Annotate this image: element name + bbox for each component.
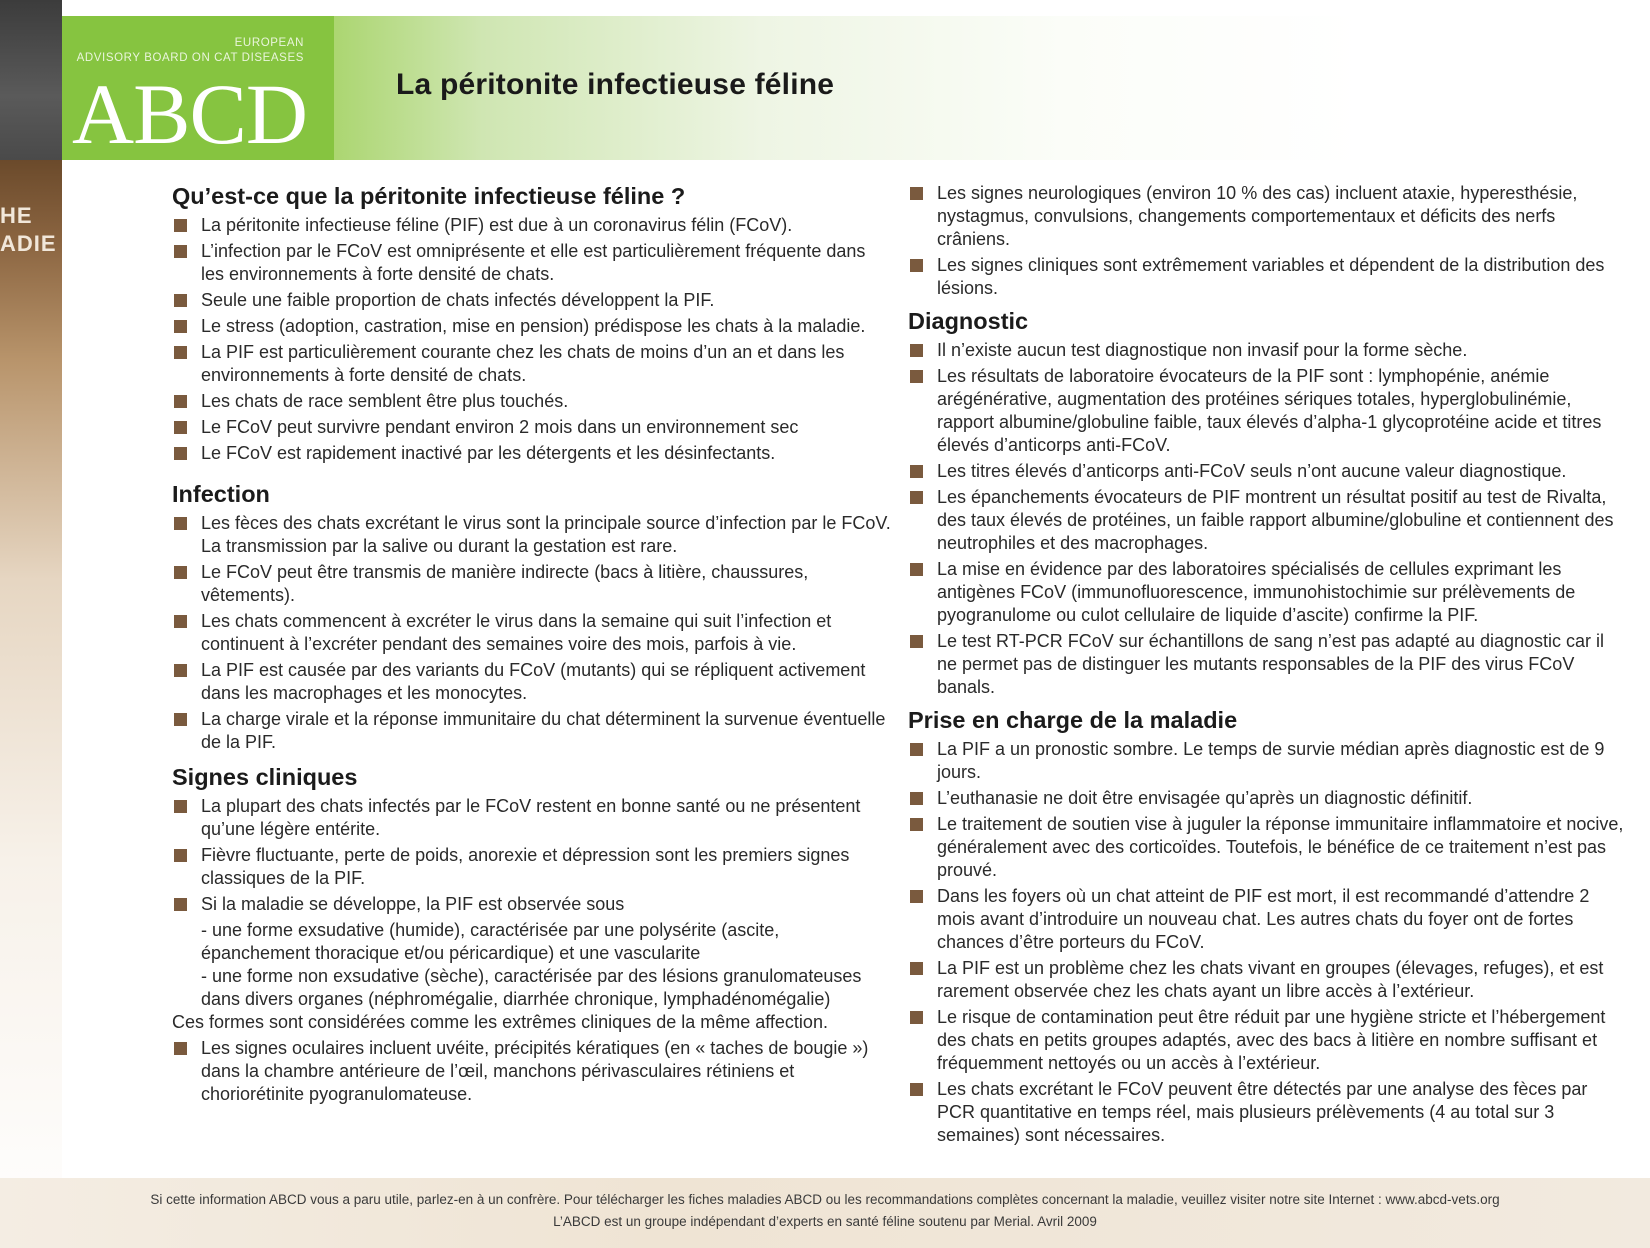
list-item: La plupart des chats infectés par le FCoV restent en bonne santé ou ne présentent qu’une légère entérite. bbox=[172, 795, 892, 841]
edge-photo-strip bbox=[0, 0, 62, 160]
list-item: Le traitement de soutien vise à juguler la réponse immunitaire inflammatoire et nocive, généralement avec des corticoïdes. Toutefois, le bénéfice de ce traitement n’est pas prouvé. bbox=[908, 813, 1628, 882]
signs-note: Ces formes sont considérées comme les extrêmes cliniques de la même affection. bbox=[172, 1012, 828, 1032]
list-item: Les épanchements évocateurs de PIF montrent un résultat positif au test de Rivalta, des taux élevés de protéines, un faible rapport albumine/globuline et contiennent des neutrophiles et des macrophages. bbox=[908, 486, 1628, 555]
list-item: La péritonite infectieuse féline (PIF) est due à un coronavirus félin (FCoV). bbox=[172, 214, 892, 237]
signs-list-ocular bbox=[172, 1037, 892, 1106]
list-item: L’euthanasie ne doit être envisagée qu’après un diagnostic définitif. bbox=[908, 787, 1628, 810]
section-heading-what: Qu’est-ce que la péritonite infectieuse féline ? bbox=[172, 183, 686, 209]
management-list bbox=[908, 738, 1628, 1147]
edge-brown-strip bbox=[0, 160, 62, 1248]
infection-list bbox=[172, 512, 892, 754]
footer-band bbox=[0, 1178, 1650, 1248]
list-item: La PIF est particulièrement courante chez les chats de moins d’un an et dans les environnements à forte densité de chats. bbox=[172, 341, 892, 387]
section-heading-diagnostic: Diagnostic bbox=[908, 308, 1029, 334]
section-heading-management: Prise en charge de la maladie bbox=[908, 707, 1238, 733]
edge-text-line-2: ADIE bbox=[0, 231, 57, 256]
logo-subtitle-line-1: EUROPEAN bbox=[234, 37, 304, 49]
list-item: Si la maladie se développe, la PIF est observée sous bbox=[172, 893, 892, 916]
list-item: Les signes neurologiques (environ 10 % des cas) incluent ataxie, hyperesthésie, nystagmus, convulsions, changements comportementaux et déficits des nerfs crâniens. bbox=[908, 182, 1628, 251]
signs-sub-exsudative: - une forme exsudative (humide), caractérisée par une polysérite (ascite, épanchement thoracique et/ou péricardique) et une vascularite bbox=[201, 920, 780, 963]
list-item: La PIF est causée par des variants du FCoV (mutants) qui se répliquent activement dans les macrophages et les monocytes. bbox=[172, 659, 892, 705]
footer-line-1: Si cette information ABCD vous a paru utile, parlez-en à un confrère. Pour télécharger les fiches maladies ABCD ou les recommandations complètes concernant la maladie, veuillez visiter notre site Internet : www.abcd-vets.org bbox=[150, 1192, 1500, 1207]
abcd-logo bbox=[62, 16, 334, 160]
what-list bbox=[172, 214, 892, 465]
list-item: Le FCoV peut survivre pendant environ 2 mois dans un environnement sec bbox=[172, 416, 892, 439]
list-item: Les titres élevés d’anticorps anti-FCoV seuls n’ont aucune valeur diagnostique. bbox=[908, 460, 1628, 483]
edge-text-line-1: HE bbox=[0, 203, 33, 228]
list-item: Les signes oculaires incluent uvéite, précipités kératiques (en « taches de bougie ») dans la chambre antérieure de l’œil, manchons périvasculaires rétiniens et choriorétinite pyogranulomateuse. bbox=[172, 1037, 892, 1106]
list-item: Fièvre fluctuante, perte de poids, anorexie et dépression sont les premiers signes classiques de la PIF. bbox=[172, 844, 892, 890]
list-item: Seule une faible proportion de chats infectés développent la PIF. bbox=[172, 289, 892, 312]
section-heading-infection: Infection bbox=[172, 481, 270, 507]
logo-subtitle-line-2: ADVISORY BOARD ON CAT DISEASES bbox=[76, 52, 304, 64]
list-item: Il n’existe aucun test diagnostique non invasif pour la forme sèche. bbox=[908, 339, 1628, 362]
signs-list bbox=[172, 795, 892, 916]
list-item: Le FCoV peut être transmis de manière indirecte (bacs à litière, chaussures, vêtements). bbox=[172, 561, 892, 607]
list-item: Le FCoV est rapidement inactivé par les détergents et les désinfectants. bbox=[172, 442, 892, 465]
list-item: La PIF a un pronostic sombre. Le temps de survie médian après diagnostic est de 9 jours. bbox=[908, 738, 1628, 784]
signs-list-continued bbox=[908, 182, 1628, 300]
list-item: Les chats excrétant le FCoV peuvent être détectés par une analyse des fèces par PCR quantitative en temps réel, mais plusieurs prélèvements (4 au total sur 3 semaines) sont nécessaires. bbox=[908, 1078, 1628, 1147]
logo-wordmark: ABCD bbox=[72, 66, 307, 162]
right-column bbox=[908, 182, 1628, 1150]
footer-line-2: L’ABCD est un groupe indépendant d’experts en santé féline soutenu par Merial. Avril 2009 bbox=[553, 1214, 1097, 1229]
list-item: Les résultats de laboratoire évocateurs de la PIF sont : lymphopénie, anémie arégénérative, augmentation des protéines sériques totales, hyperglobulinémie, rapport albumine/globuline faible, taux élevés d’alpha-1 glycoprotéine acide et titres élevés d’anticorps anti-FCoV. bbox=[908, 365, 1628, 457]
list-item: La charge virale et la réponse immunitaire du chat déterminent la survenue éventuelle de la PIF. bbox=[172, 708, 892, 754]
list-item: Les chats commencent à excréter le virus dans la semaine qui suit l’infection et continuent à l’excréter pendant des semaines voire des mois, parfois à vie. bbox=[172, 610, 892, 656]
logo-subtitle bbox=[77, 36, 304, 66]
signs-sub-non-exsudative: - une forme non exsudative (sèche), caractérisée par des lésions granulomateuses dans divers organes (néphromégalie, diarrhée chronique, lymphadénomégalie) bbox=[201, 966, 862, 1009]
list-item: Le risque de contamination peut être réduit par une hygiène stricte et l’hébergement des chats en petits groupes adaptés, avec des bacs à litière en nombre suffisant et fréquemment nettoyés ou un accès à l’extérieur. bbox=[908, 1006, 1628, 1075]
list-item: L’infection par le FCoV est omniprésente et elle est particulièrement fréquente dans les environnements à forte densité de chats. bbox=[172, 240, 892, 286]
list-item: La PIF est un problème chez les chats vivant en groupes (élevages, refuges), et est rarement observée chez les chats ayant un libre accès à l’extérieur. bbox=[908, 957, 1628, 1003]
list-item: Les fèces des chats excrétant le virus sont la principale source d’infection par le FCoV. La transmission par la salive ou durant la gestation est rare. bbox=[172, 512, 892, 558]
list-item: Dans les foyers où un chat atteint de PIF est mort, il est recommandé d’attendre 2 mois avant d’introduire un nouveau chat. Les autres chats du foyer ont de fortes chances d’être porteurs du FCoV. bbox=[908, 885, 1628, 954]
section-heading-signs: Signes cliniques bbox=[172, 764, 358, 790]
edge-cropped-text bbox=[0, 202, 57, 258]
list-item: Le stress (adoption, castration, mise en pension) prédispose les chats à la maladie. bbox=[172, 315, 892, 338]
diagnostic-list bbox=[908, 339, 1628, 699]
list-item: Le test RT-PCR FCoV sur échantillons de sang n’est pas adapté au diagnostic car il ne permet pas de distinguer les mutants responsables de la PIF des virus FCoV banals. bbox=[908, 630, 1628, 699]
list-item: Les chats de race semblent être plus touchés. bbox=[172, 390, 892, 413]
list-item: La mise en évidence par des laboratoires spécialisés de cellules exprimant les antigènes FCoV (immunofluorescence, immunohistochimie sur prélèvements de pyogranulome ou culot cellulaire de liquide d’ascite) confirme la PIF. bbox=[908, 558, 1628, 627]
left-column bbox=[172, 182, 892, 1109]
page-title: La péritonite infectieuse féline bbox=[396, 68, 835, 101]
list-item: Les signes cliniques sont extrêmement variables et dépendent de la distribution des lésions. bbox=[908, 254, 1628, 300]
